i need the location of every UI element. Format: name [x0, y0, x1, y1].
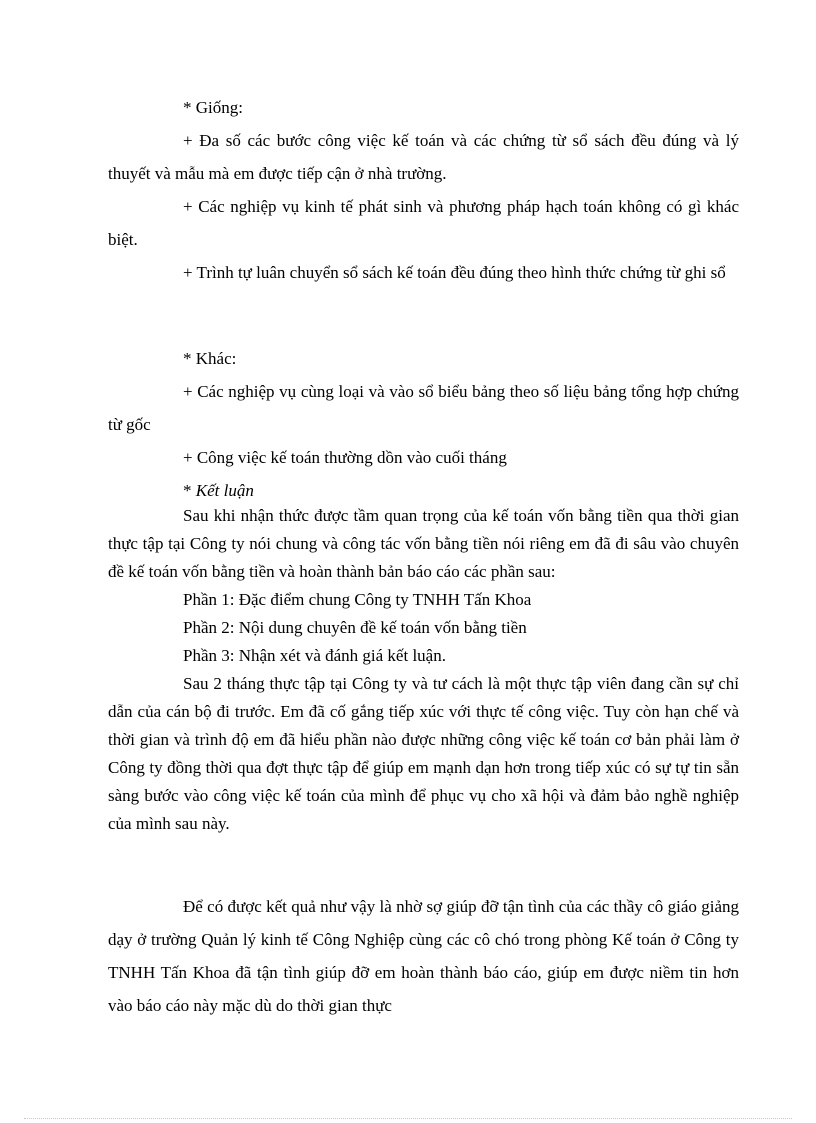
different-item: + Công việc kế toán thường dồn vào cuối tháng — [183, 448, 507, 467]
conclusion-bullet: * — [183, 481, 192, 500]
different-section — [108, 342, 739, 507]
similar-item: + Đa số các bước công việc kế toán và các chứng từ sổ sách đều đúng và lý thuyết và mẫu mà em được tiếp cận ở nhà trường. — [108, 131, 739, 183]
report-part: Phần 1: Đặc điểm chung Công ty TNHH Tấn Khoa — [183, 590, 532, 609]
similar-item: + Trình tự luân chuyển sổ sách kế toán đều đúng theo hình thức chứng từ ghi sổ — [183, 263, 726, 282]
different-item: + Các nghiệp vụ cùng loại và vào sổ biểu bảng theo số liệu bảng tổng hợp chứng từ gốc — [108, 382, 739, 434]
internship-paragraph: Sau 2 tháng thực tập tại Công ty và tư cách là một thực tập viên đang cần sự chỉ dẫn của cán bộ đi trước. Em đã cố gắng tiếp xúc với thực tế công việc. Tuy còn hạn chế và thời gian và trình độ em đã hiểu phần nào được những công việc kế toán cơ bản phải làm ở Công ty đồng thời qua đợt thực tập để giúp em mạnh dạn hơn trong tiếp xúc có sự tự tin sẵn sàng bước vào công việc kế toán của mình để phục vụ cho xã hội và đảm bảo nghề nghiệp của mình sau này. — [108, 674, 739, 833]
acknowledgement-paragraph: Để có được kết quả như vậy là nhờ sợ giúp đỡ tận tình của các thầy cô giáo giảng dạy ở trường Quản lý kinh tế Công Nghiệp cùng các cô chó trong phòng Kế toán ở Công ty TNHH Tấn Khoa đã tận tình giúp đỡ em hoàn thành báo cáo, giúp em được niềm tin hơn vào báo cáo này mặc dù do thời gian thực — [108, 897, 739, 1015]
different-heading: * Khác: — [183, 349, 237, 368]
similar-heading: * Giống: — [183, 98, 243, 117]
page-bottom-divider — [24, 1118, 792, 1119]
similar-section — [108, 91, 739, 289]
similar-item: + Các nghiệp vụ kinh tế phát sinh và phương pháp hạch toán không có gì khác biệt. — [108, 197, 739, 249]
conclusion-section — [108, 502, 739, 838]
report-part: Phần 2: Nội dung chuyên đề kế toán vốn bằng tiền — [183, 618, 527, 637]
conclusion-label: Kết luận — [195, 481, 254, 500]
conclusion-intro: Sau khi nhận thức được tầm quan trọng của kế toán vốn bằng tiền qua thời gian thực tập tại Công ty nói chung và công tác vốn bằng tiền nói riêng em đã đi sâu vào chuyên đề kế toán vốn bằng tiền và hoàn thành bản báo cáo các phần sau: — [108, 506, 739, 581]
report-part: Phần 3: Nhận xét và đánh giá kết luận. — [183, 646, 446, 665]
acknowledgement-section — [108, 890, 739, 1022]
